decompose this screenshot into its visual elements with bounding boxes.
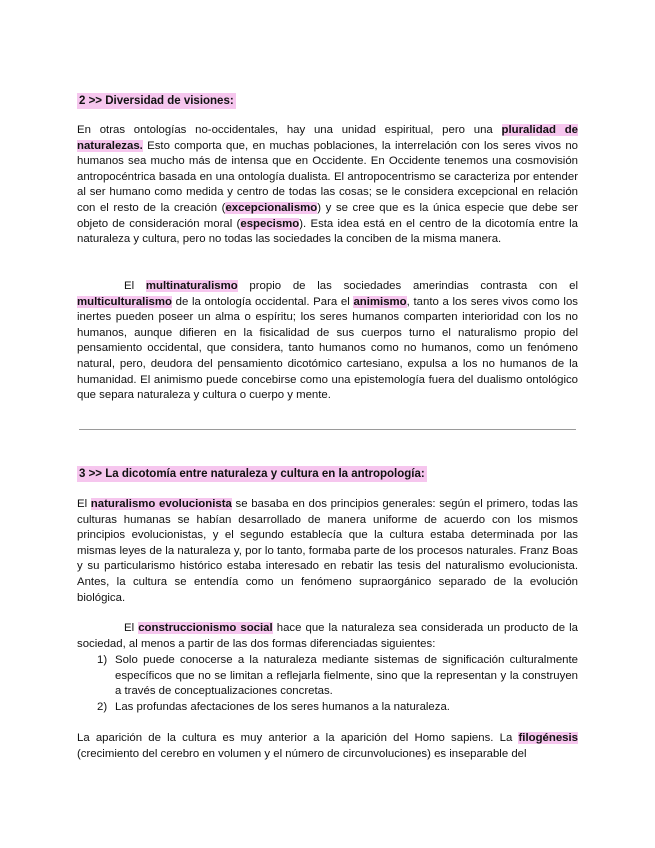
list-item [77,700,578,716]
text-run: ) y se cree que es la única especie que debe ser objeto de consideración moral ( [77,201,578,230]
section-3-heading: 3 >> La dicotomía entre naturaleza y cultura en la antropología: [79,468,425,480]
list-item-text: Solo puede conocerse a la naturaleza mediante sistemas de significación culturalmente específicos que no se limitan a reflejarla fielmente, sino que la representan y la construyen a través de conceptualizaciones concretas. [115,654,578,698]
section-3-paragraph-3 [77,731,578,762]
highlight-term: naturalismo evolucionista [90,498,232,510]
text-run: de la ontología occidental. Para el [171,295,354,308]
list-number: 1) [97,654,108,666]
highlight-term: pluralidad de naturalezas. [77,124,578,152]
text-run: (crecimiento del cerebro en volumen y el número de circunvoluciones) es inseparable del [77,747,527,760]
section-2-paragraph-1 [77,123,578,248]
construction-forms-list [77,653,578,715]
highlight-term: excepcionalismo [225,201,318,214]
highlight-term: multiculturalismo [77,295,172,308]
highlight-term: multinaturalismo [145,280,238,292]
list-item [77,653,578,700]
text-run: El [77,498,91,510]
highlight-term: construccionismo social [138,622,273,634]
text-run: El [124,622,139,634]
text-run: ). Esta idea está en el centro de la dicotomía entre la naturaleza y cultura, pero no todas las sociedades la conciben de la misma manera. [77,217,578,246]
list-item-text: Las profundas afectaciones de los seres humanos a la naturaleza. [115,700,450,713]
text-run: El [124,280,146,292]
text-run: Esto comporta que, en muchas poblaciones, la interrelación con los seres vivos no humanos sea mucho más de intensa que en Occidente. En Occidente tenemos una cosmovisión antropocéntrica basada en una ontología dualista. El antropocentrismo se caracteriza por entender al ser humano como medida y centro de todas las cosas; se le considera excepcional en relación con el resto de la creación ( [77,139,578,214]
section-3-paragraph-1 [77,497,578,606]
text-run: En otras ontologías no-occidentales, hay una unidad espiritual, pero una [77,124,502,136]
text-run: se basaba en dos principios generales: según el primero, todas las culturas humanas se habían desarrollado de manera uniforme de acuerdo con los mismos principios evolucionistas, y el segundo establecía que la cultura estaba determinada por las mismas leyes de la naturaleza y, por lo tanto, formaba parte de los procesos naturales. Franz Boas y su particularismo histórico estaba interesado en rebatir las tesis del naturalismo evolucionista. Antes, la cultura se entendía como un fenómeno supraorgánico separado de la evolución biológica. [77,498,578,604]
highlight-term: especismo [240,217,300,230]
text-run: La aparición de la cultura es muy anterior a la aparición del Homo sapiens. La [77,732,519,744]
text-run: hace que la naturaleza sea considerada un producto de la sociedad, al menos a partir de las dos formas diferenciadas siguientes: [77,622,579,650]
list-number: 2) [97,700,108,713]
text-run: propio de las sociedades amerindias contrasta con el [237,280,579,292]
section-3-paragraph-2 [77,621,578,652]
section-2-paragraph-2 [77,279,578,404]
text-run: , tanto a los seres vivos como los inertes pueden poseer un alma o espíritu; los seres humanos comparten interioridad con los no humanos, aunque difieren en la fisicalidad de sus cuerpos turno el naturalismo propio del pensamiento occidental, que considera, tanto humanos como no humanos, como un fenómeno natural, pero, deudora del pensamiento dicotómico cartesiano, expulsa a los no humanos de la humanidad. El animismo puede concebirse como una epistemología fuera del dualismo ontológico que separa naturaleza y cultura o cuerpo y mente. [77,295,578,402]
section-divider [79,429,576,430]
highlight-term: animismo [353,295,407,308]
highlight-term: filogénesis [518,732,578,744]
section-2-heading: 2 >> Diversidad de visiones: [79,95,234,107]
